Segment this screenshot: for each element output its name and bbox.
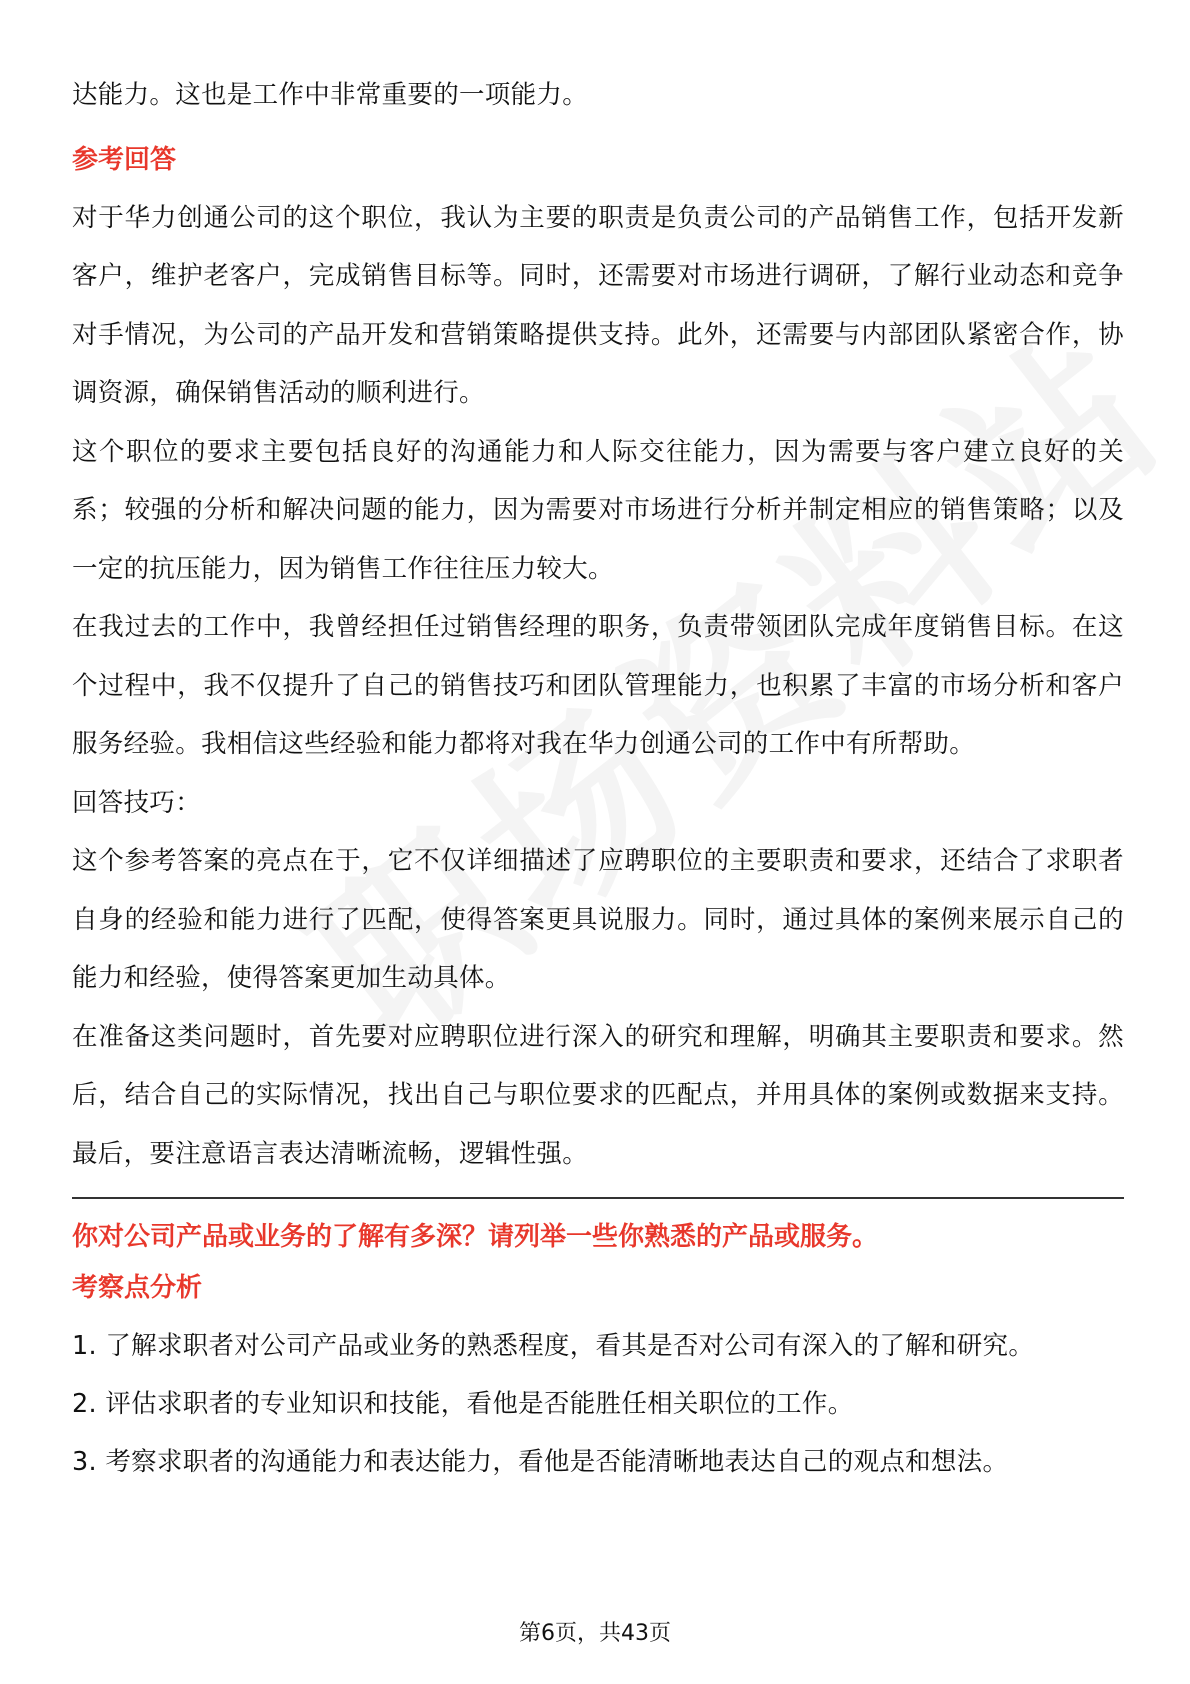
analysis-heading: 考察点分析 [72, 1273, 203, 1303]
page-content [72, 66, 1124, 1491]
reference-answer-paragraph: 在我过去的工作中，我曾经担任过销售经理的职务，负责带领团队完成年度销售目标。在这个过程中，我不仅提升了自己的销售技巧和团队管理能力，也积累了丰富的市场分析和客户服务经验。我相信这些经验和能力都将对我在华力创通公司的工作中有所帮助。 [72, 612, 1124, 759]
page-footer: 第6页，共43页 [519, 1621, 671, 1646]
section-divider [72, 1197, 1124, 1199]
reference-answer-paragraph: 这个职位的要求主要包括良好的沟通能力和人际交往能力，因为需要与客户建立良好的关系；较强的分析和解决问题的能力，因为需要对市场进行分析并制定相应的销售策略；以及一定的抗压能力，因为销售工作往往压力较大。 [72, 436, 1124, 584]
question-title: 你对公司产品或业务的了解有多深？请列举一些你熟悉的产品或服务。 [72, 1222, 879, 1252]
paragraph-continuation: 达能力。这也是工作中非常重要的一项能力。 [72, 80, 589, 110]
reference-answer-heading: 参考回答 [72, 144, 177, 175]
analysis-item: 2. 评估求职者的专业知识和技能，看他是否能胜任相关职位的工作。 [72, 1389, 854, 1419]
reference-answer-paragraph: 对于华力创通公司的这个职位，我认为主要的职责是负责公司的产品销售工作，包括开发新客户，维护老客户，完成销售目标等。同时，还需要对市场进行调研，了解行业动态和竞争对手情况，为公司的产品开发和营销策略提供支持。此外，还需要与内部团队紧密合作，协调资源，确保销售活动的顺利进行。 [72, 202, 1124, 408]
analysis-item: 1. 了解求职者对公司产品或业务的熟悉程度，看其是否对公司有深入的了解和研究。 [72, 1331, 1035, 1361]
analysis-item: 3. 考察求职者的沟通能力和表达能力，看他是否能清晰地表达自己的观点和想法。 [72, 1447, 1009, 1477]
tips-paragraph: 这个参考答案的亮点在于，它不仅详细描述了应聘职位的主要职责和要求，还结合了求职者自身的经验和能力进行了匹配，使得答案更具说服力。同时，通过具体的案例来展示自己的能力和经验，使得答案更加生动具体。 [72, 846, 1124, 993]
tips-paragraph: 在准备这类问题时，首先要对应聘职位进行深入的研究和理解，明确其主要职责和要求。然后，结合自己的实际情况，找出自己与职位要求的匹配点，并用具体的案例或数据来支持。最后，要注意语言表达清晰流畅，逻辑性强。 [72, 1021, 1124, 1169]
tips-label: 回答技巧： [72, 787, 202, 818]
